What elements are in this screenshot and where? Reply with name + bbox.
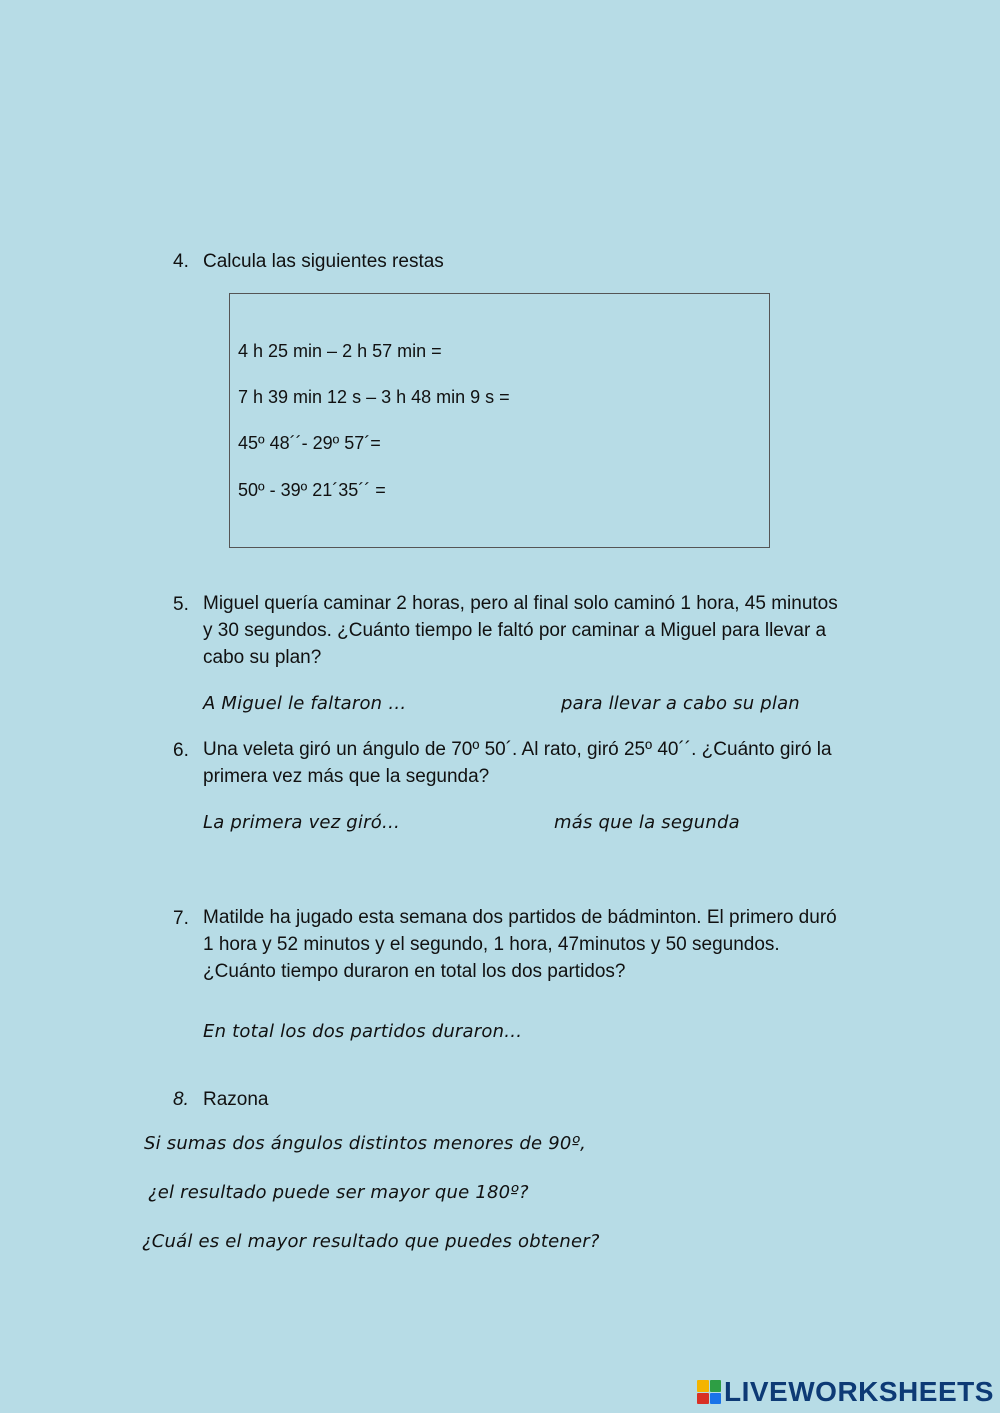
q5-answer-suffix: para llevar a cabo su plan	[561, 693, 800, 714]
q7-answer-prefix: En total los dos partidos duraron…	[203, 1021, 523, 1042]
q4-number: 4.	[173, 251, 189, 272]
q4-title: Calcula las siguientes restas	[203, 251, 444, 272]
q6-text: Una veleta giró un ángulo de 70º 50´. Al rato, giró 25º 40´´. ¿Cuánto giró la primera vez más que la segunda?	[203, 739, 832, 787]
q7-text: Matilde ha jugado esta semana dos partidos de bádminton. El primero duró 1 hora y 52 minutos y el segundo, 1 hora, 47minutos y 50 segundos. ¿Cuánto tiempo duraron en total los dos partidos?	[203, 907, 837, 982]
q4-line-2: 7 h 39 min 12 s – 3 h 48 min 9 s =	[238, 387, 510, 407]
q4-exercise-box	[229, 293, 770, 548]
q4-line-3: 45º 48´´- 29º 57´=	[238, 433, 381, 453]
liveworksheets-logo-text: LIVEWORKSHEETS	[724, 1376, 994, 1407]
q6-number: 6.	[173, 740, 189, 761]
q8-line-2: ¿el resultado puede ser mayor que 180º?	[148, 1182, 529, 1203]
q8-title: Razona	[203, 1089, 269, 1110]
liveworksheets-logo	[697, 1376, 994, 1408]
q4-line-4: 50º - 39º 21´35´´ =	[238, 480, 386, 500]
q5-number: 5.	[173, 594, 189, 615]
q4-line-1: 4 h 25 min – 2 h 57 min =	[238, 341, 442, 361]
q5-answer-prefix: A Miguel le faltaron …	[203, 693, 407, 714]
liveworksheets-logo-icon	[697, 1380, 721, 1404]
q5-text: Miguel quería caminar 2 horas, pero al final solo caminó 1 hora, 45 minutos y 30 segundos. ¿Cuánto tiempo le faltó por caminar a Miguel para llevar a cabo su plan?	[203, 593, 838, 668]
q6-answer-suffix: más que la segunda	[554, 812, 740, 833]
q8-line-3: ¿Cuál es el mayor resultado que puedes obtener?	[142, 1231, 600, 1252]
q8-line-1: Si sumas dos ángulos distintos menores de 90º,	[144, 1133, 587, 1154]
q8-number: 8.	[173, 1089, 189, 1110]
q6-answer-prefix: La primera vez giró…	[203, 812, 401, 833]
q7-number: 7.	[173, 908, 189, 929]
